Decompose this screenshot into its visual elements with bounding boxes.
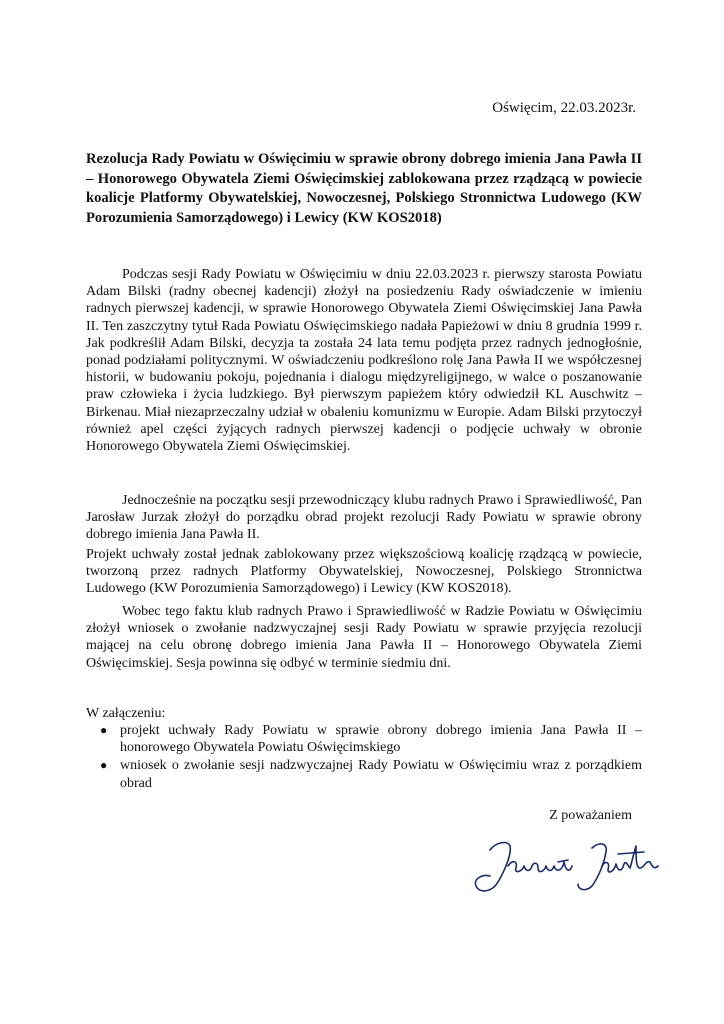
body-paragraph-1: Podczas sesji Rady Powiatu w Oświęcimiu w dniu 22.03.2023 r. pierwszy starosta Powiatu Adam Bilski (radny obecnej kadencji) złożył na posiedzeniu Rady oświadczenie w imieniu radnych pierwszej kadencji, w sprawie Honorowego Obywatela Ziemi Oświęcimskiej Jana Pawła II. Ten zaszczytny tytuł Rada Powiatu Oświęcimskiego nadała Papieżowi w dniu 8 grudnia 1999 r. Jak podkreślił Adam Bilski, decyzja ta została 24 lata temu podjęta przez radnych jednogłośnie, ponad podziałami politycznymi. W oświadczeniu podkreślono rolę Jana Pawła II we współczesnej historii, w budowaniu pokoju, pojednania i dialogu międzyreligijnego, w walce o poszanowanie praw człowieka i życia ludzkiego. Był pierwszym papieżem który odwiedził KL Auschwitz – Birkenau. Miał niezaprzeczalny udział w obaleniu komunizmu w Europie. Adam Bilski przytoczył również apel części żyjących radnych pierwszej kadencji o podjęcie uchwały w obronie Honorowego Obywatela Ziemi Oświęcimskiej. xyxy=(86,267,642,455)
attachment-item-text: wniosek o zwołanie sesji nadzwyczajnej Rady Powiatu w Oświęcimiu wraz z porządkiem obrad xyxy=(120,758,642,791)
attachments-list xyxy=(86,722,642,793)
body-paragraph-3: Projekt uchwały został jednak zablokowany przez większościową koalicję rządzącą w powiecie, tworzoną przez radnych Platformy Obywatelskiej, Nowoczesnej, Polskiego Stronnictwa Ludowego (KW Porozumienia Samorządowego) i Lewicy (KW KOS2018). xyxy=(86,547,642,597)
handwritten-signature-icon xyxy=(468,832,668,907)
attachment-item xyxy=(86,757,642,791)
bullet-icon: ● xyxy=(100,723,108,737)
document-date: Oświęcim, 22.03.2023r. xyxy=(492,100,636,116)
attachment-item-text: projekt uchwały Rady Powiatu w sprawie obrony dobrego imienia Jana Pawła II – honorowego Obywatela Powiatu Oświęcimskiego xyxy=(120,723,642,756)
body-paragraph-2: Jednocześnie na początku sesji przewodniczący klubu radnych Prawo i Sprawiedliwość, Pan Jarosław Jurzak złożył do porządku obrad projekt rezolucji Rady Powiatu w sprawie obrony dobrego imienia Jana Pawła II. xyxy=(86,493,642,543)
bullet-icon: ● xyxy=(100,758,108,773)
closing-salutation: Z poważaniem xyxy=(549,808,632,823)
body-paragraph-4: Wobec tego faktu klub radnych Prawo i Sprawiedliwość w Radzie Powiatu w Oświęcimiu złożył wniosek o zwołanie nadzwyczajnej sesji Rady Powiatu w sprawie przyjęcia rezolucji mającej na celu obronę dobrego imienia Jana Pawła II – Honorowego Obywatela Ziemi Oświęcimskiej. Sesja powinna się odbyć w terminie siedmiu dni. xyxy=(86,604,642,671)
document-title: Rezolucja Rady Powiatu w Oświęcimiu w sprawie obrony dobrego imienia Jana Pawła II – Honorowego Obywatela Ziemi Oświęcimskiej zablokowana przez rządzącą w powiecie koalicje Platformy Obywatelskiej, Nowoczesnej, Polskiego Stronnictwa Ludowego (KW Porozumienia Samorządowego) i Lewicy (KW KOS2018) xyxy=(86,151,642,226)
attachments-label: W załączeniu: xyxy=(86,706,166,721)
attachment-item xyxy=(86,722,642,756)
